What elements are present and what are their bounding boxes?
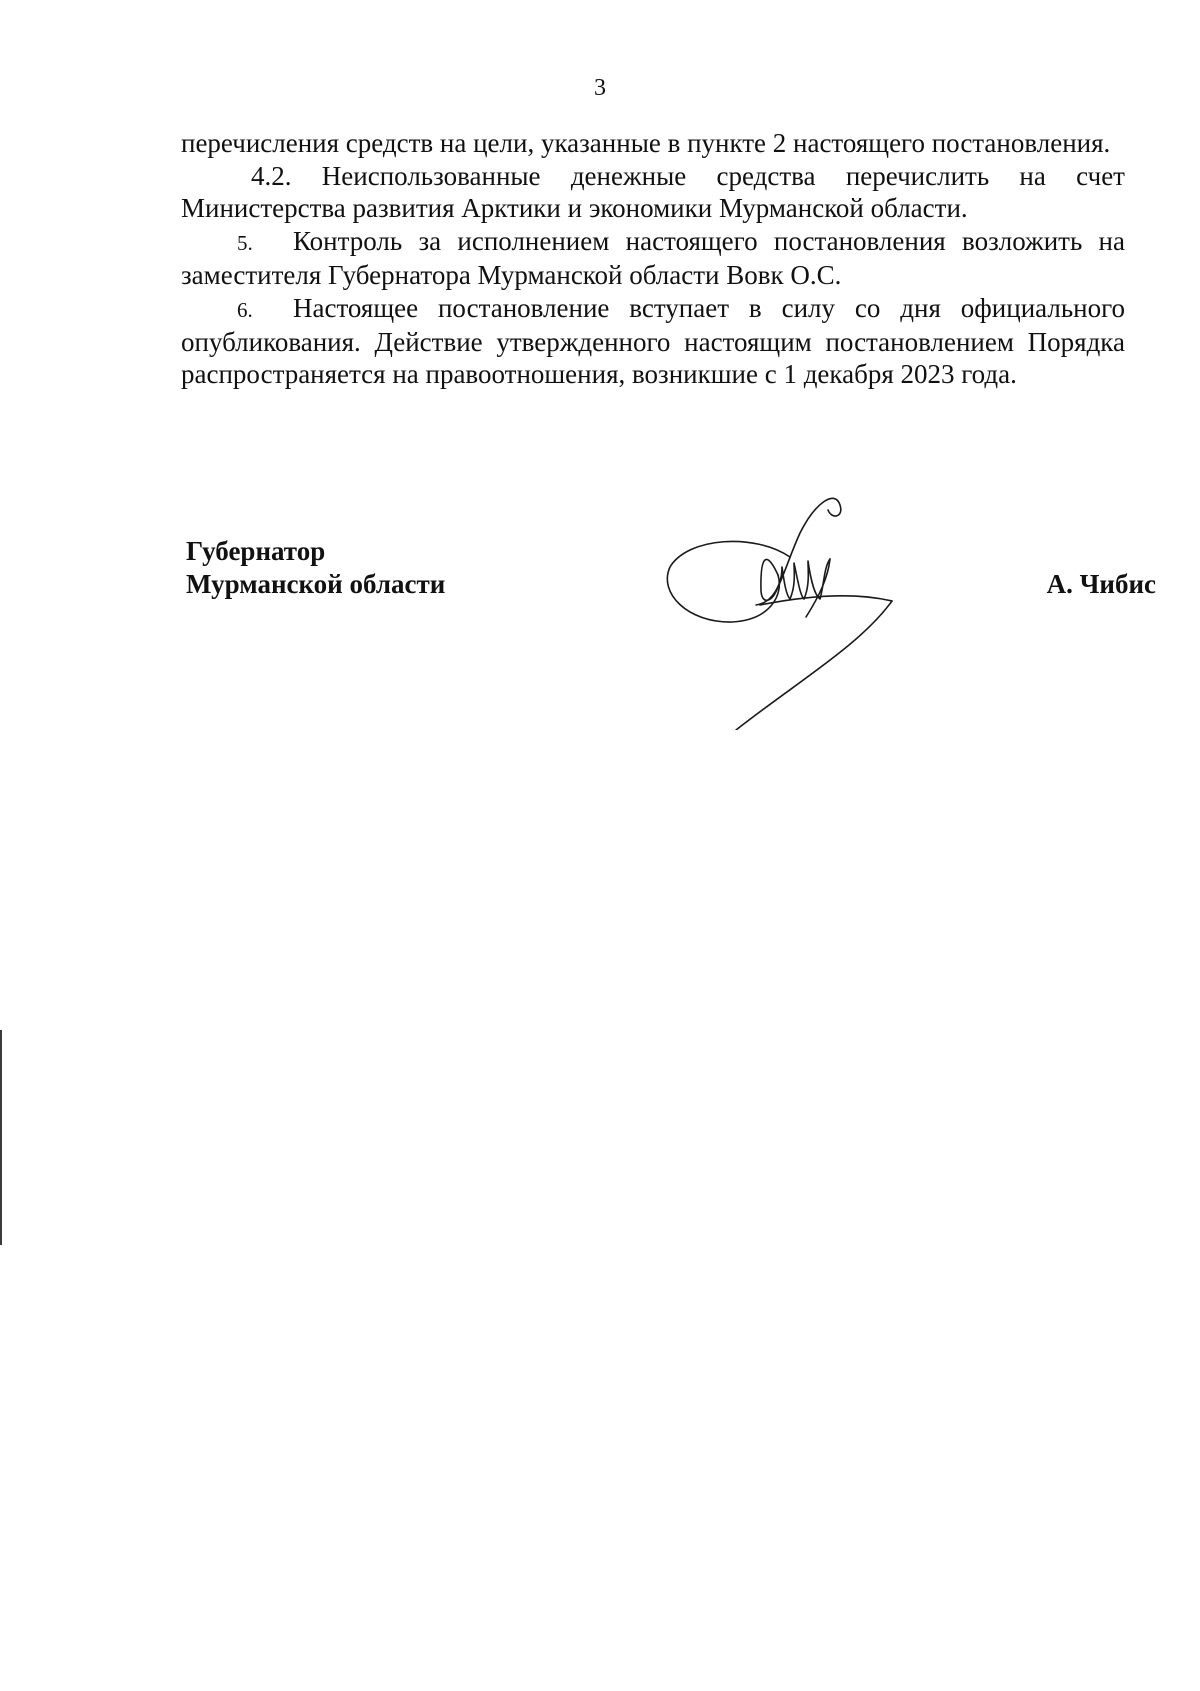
signatory-name: А. Чибис [1046, 569, 1156, 599]
paragraph-5-text: Контроль за исполнением настоящего постановления возложить на заместителя Губернатора Мурманской области Вовк О.С. [181, 226, 1125, 290]
document-body [181, 127, 1125, 390]
paragraph-5 [181, 225, 1125, 291]
signatory-title [186, 535, 445, 601]
paragraph-6-number: 6. [237, 298, 253, 322]
scan-edge-line [0, 1030, 2, 1245]
paragraph-6-text: Настоящее постановление вступает в силу со дня официального опубликования. Действие утвержденного настоящим постановлением Порядка распространяется на правоотношения, возникшие с 1 декабря 2023 года. [181, 293, 1125, 389]
signatory-title-line-1: Губернатор [186, 536, 326, 566]
paragraph-5-number: 5. [237, 231, 253, 255]
signatory-title-line-2: Мурманской области [186, 569, 446, 599]
paragraph-4-2: 4.2. Неиспользованные денежные средства перечислить на счет Министерства развития Арктики и экономики Мурманской области. [181, 161, 1125, 223]
handwritten-signature [660, 495, 940, 730]
paragraph-6 [181, 292, 1125, 390]
paragraph-continuation: перечисления средств на цели, указанные в пункте 2 настоящего постановления. [181, 128, 1111, 158]
page-number: 3 [594, 75, 606, 101]
